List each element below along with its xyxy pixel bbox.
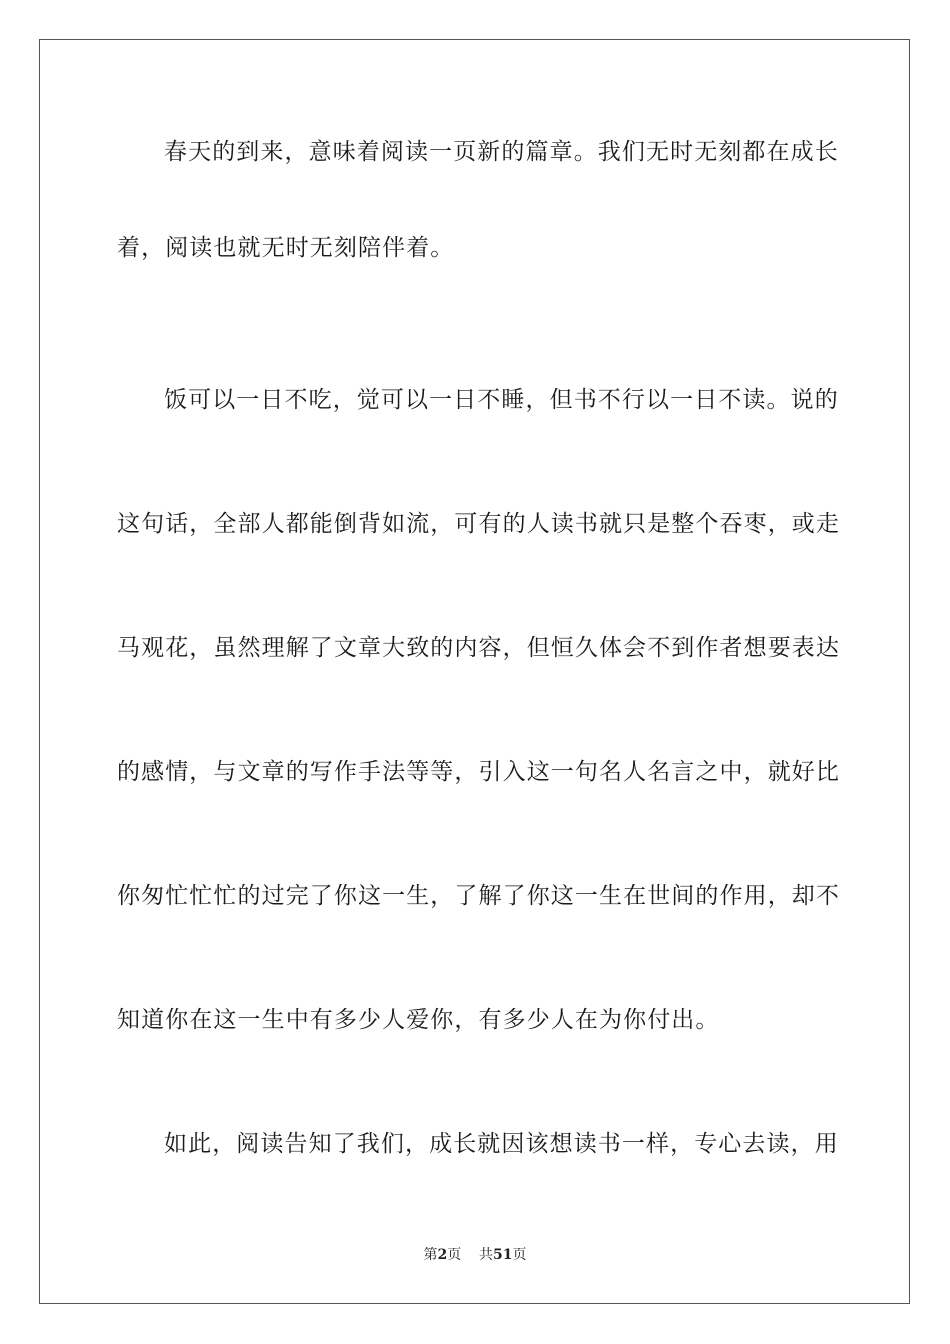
footer-page-suffix: 页 [447, 1247, 462, 1263]
paragraph-2-line-3: 马观花，虽然理解了文章大致的内容，但恒久体会不到作者想要表达 [117, 635, 840, 661]
paragraph-2-line-6: 知道你在这一生中有多少人爱你，有多少人在为你付出。 [117, 1007, 720, 1033]
paragraph-1-line-1: 春天的到来，意味着阅读一页新的篇章。我们无时无刻都在成长 [164, 139, 839, 165]
paragraph-1-line-2: 着，阅读也就无时无刻陪伴着。 [117, 235, 455, 261]
paragraph-2-line-2: 这句话，全部人都能倒背如流，可有的人读书就只是整个吞枣，或走 [117, 511, 840, 537]
paragraph-2-line-5: 你匆忙忙忙的过完了你这一生，了解了你这一生在世间的作用，却不 [117, 883, 840, 909]
footer-page-current: 2 [437, 1247, 448, 1263]
paragraph-3-line-1: 如此，阅读告知了我们，成长就因该想读书一样，专心去读，用 [164, 1131, 839, 1157]
footer-total-suffix: 页 [512, 1247, 527, 1263]
page-footer [0, 1246, 950, 1264]
paragraph-2-line-1: 饭可以一日不吃，觉可以一日不睡，但书不行以一日不读。说的 [164, 387, 839, 413]
page-border [39, 39, 910, 1304]
footer-page-prefix: 第 [423, 1247, 438, 1263]
footer-page-total: 51 [493, 1247, 513, 1263]
footer-total-prefix: 共 [479, 1247, 494, 1263]
paragraph-2-line-4: 的感情，与文章的写作手法等等，引入这一句名人名言之中，就好比 [117, 759, 840, 785]
